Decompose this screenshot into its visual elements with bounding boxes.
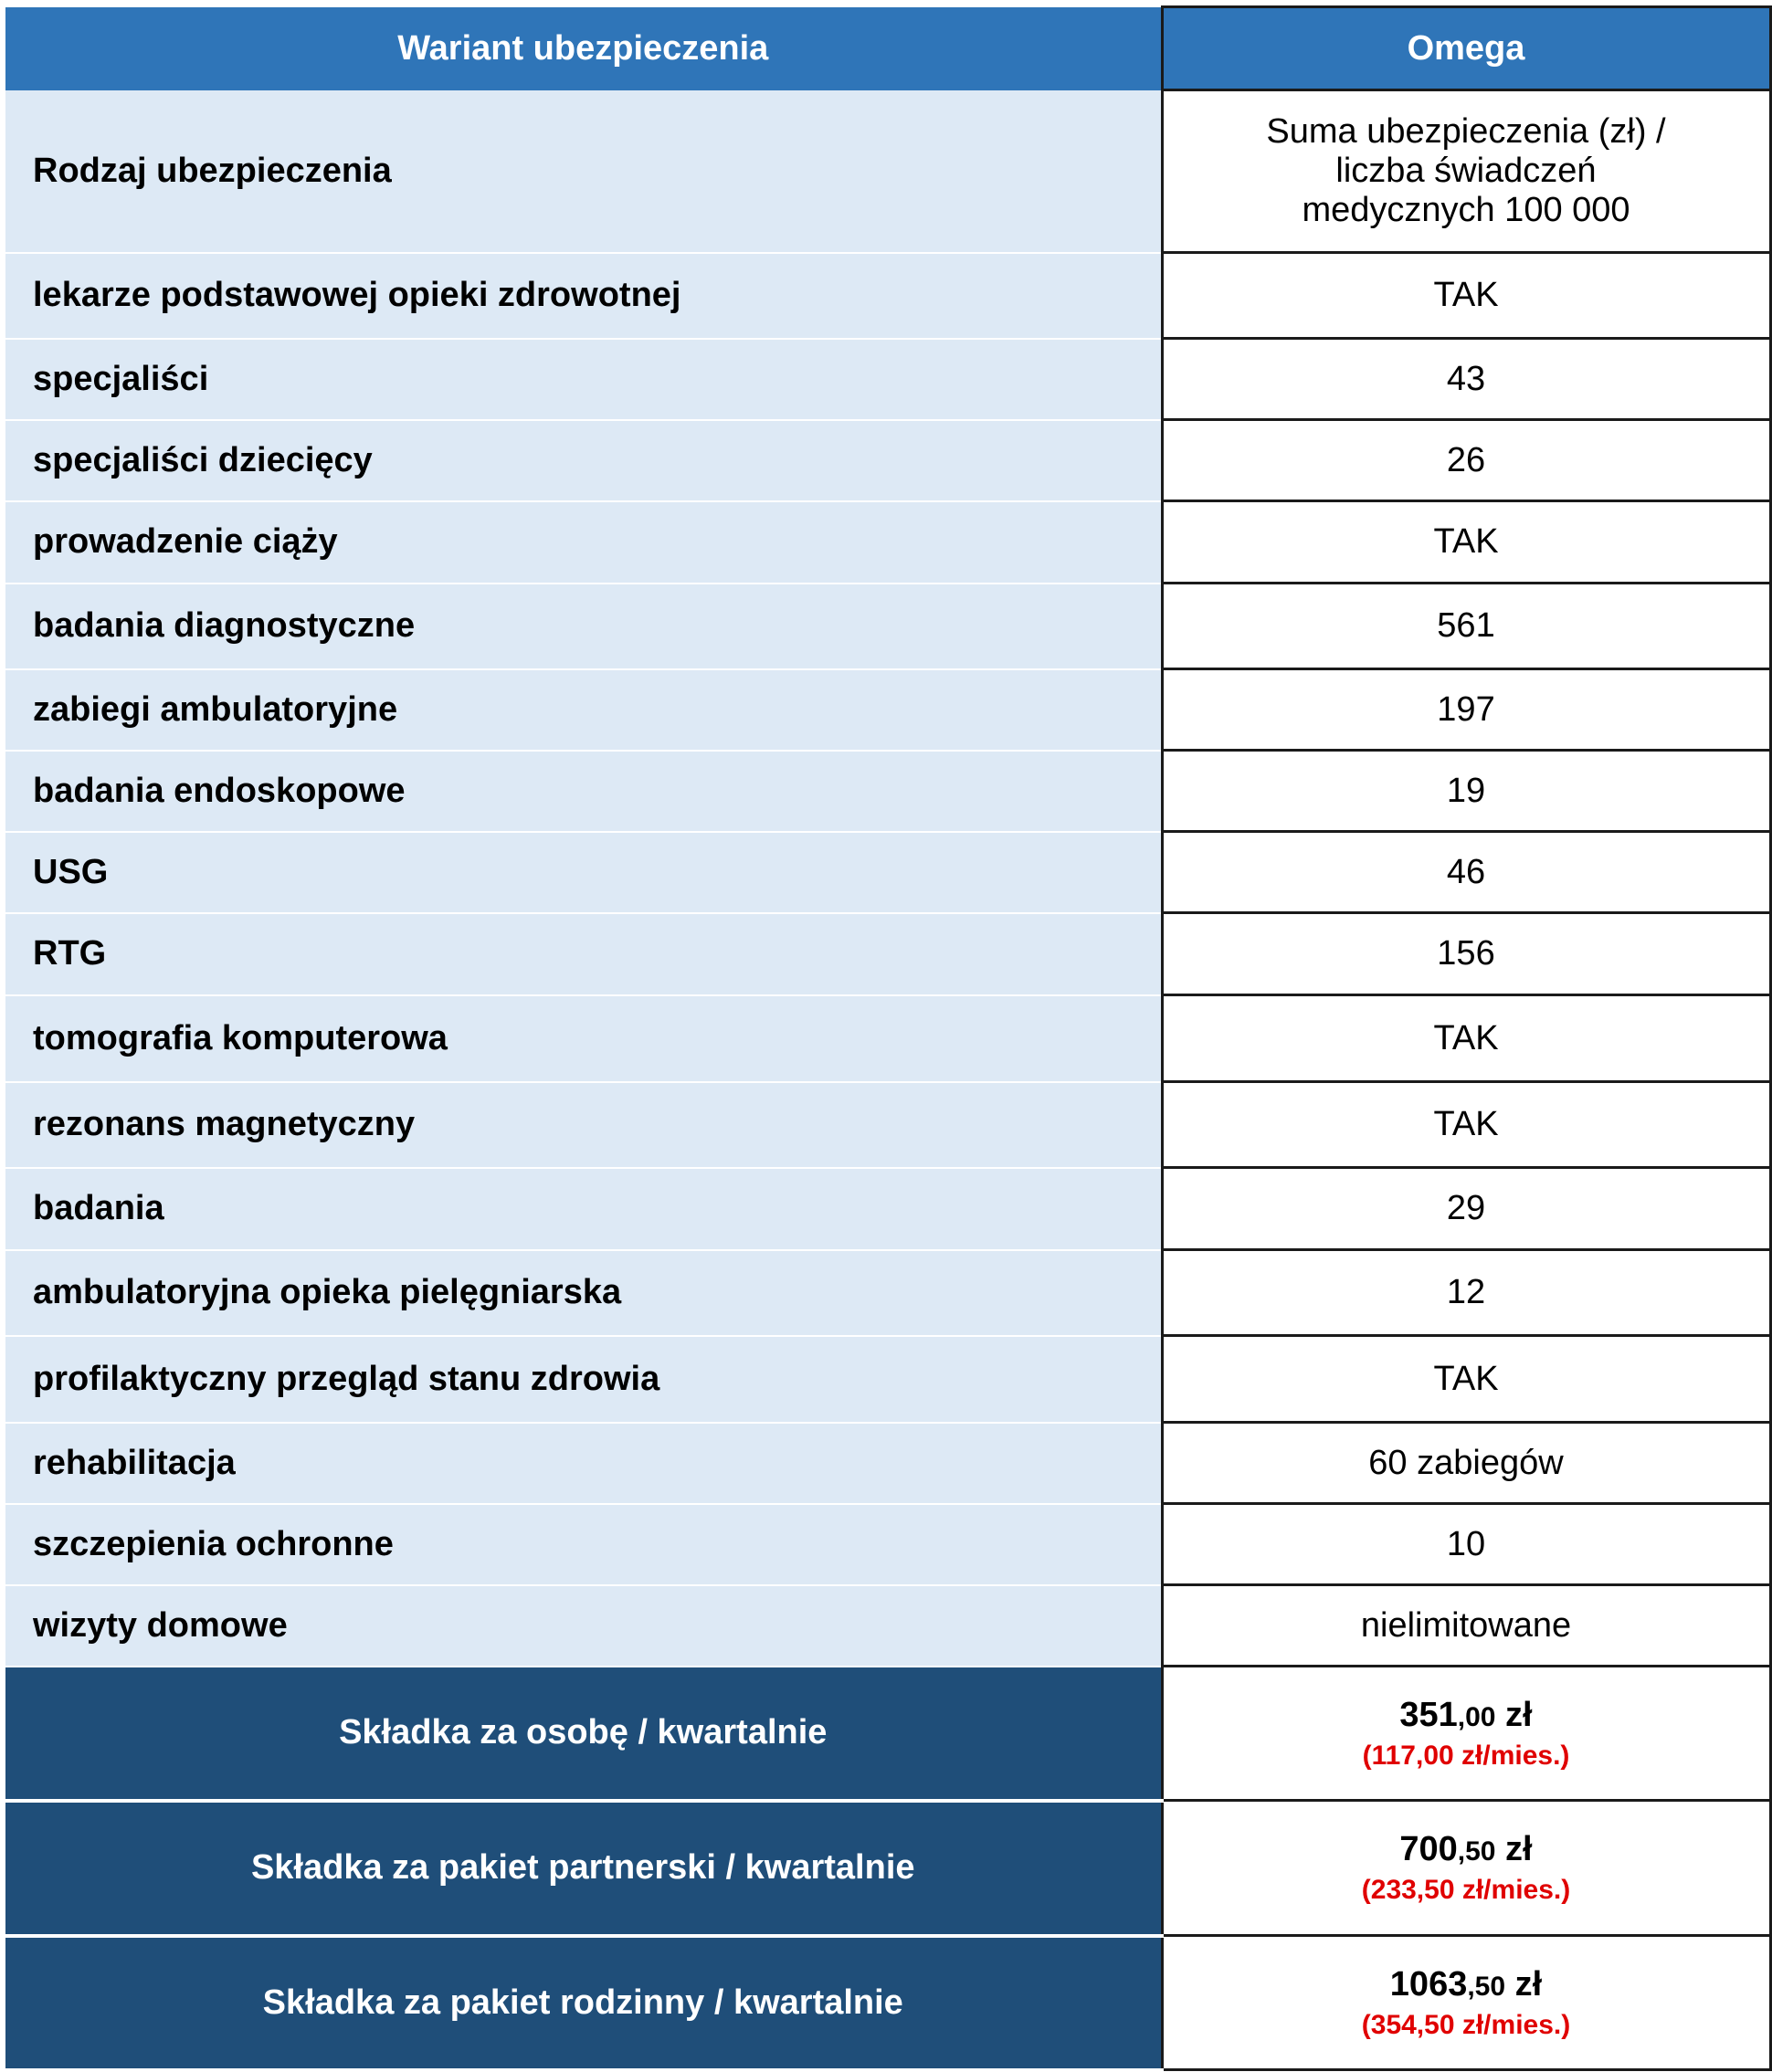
row-label: lekarze podstawowej opieki zdrowotnej: [5, 253, 1162, 339]
row-value: 46: [1162, 832, 1770, 913]
table-row: [5, 1082, 1770, 1168]
premium-monthly: (354,50 zł/mies.): [1361, 2009, 1571, 2040]
amount-currency: zł: [1495, 1695, 1533, 1734]
row-value: TAK: [1162, 1336, 1770, 1423]
premium-label: Składka za osobę / kwartalnie: [5, 1667, 1162, 1801]
row-value: nielimitowane: [1162, 1585, 1770, 1667]
row-label: prowadzenie ciąży: [5, 501, 1162, 584]
row-label: badania diagnostyczne: [5, 584, 1162, 669]
row-value: TAK: [1162, 995, 1770, 1082]
row-label: specjaliści dziecięcy: [5, 420, 1162, 501]
row-label: rehabilitacja: [5, 1423, 1162, 1504]
amount-decimal: ,50: [1467, 1971, 1506, 2002]
table-row: [5, 339, 1770, 420]
row-label: tomografia komputerowa: [5, 995, 1162, 1082]
row-label: USG: [5, 832, 1162, 913]
table-row: [5, 420, 1770, 501]
table-row: [5, 1250, 1770, 1336]
amount-decimal: ,50: [1457, 1836, 1496, 1867]
insurance-table: [5, 5, 1772, 2072]
row-value: 10: [1162, 1504, 1770, 1585]
amount-decimal: ,00: [1457, 1701, 1496, 1732]
amount-whole: 351: [1399, 1695, 1458, 1734]
table-row: [5, 995, 1770, 1082]
row-value: TAK: [1162, 253, 1770, 339]
row-value: 60 zabiegów: [1162, 1423, 1770, 1504]
amount-currency: zł: [1495, 1830, 1533, 1868]
premium-label: Składka za pakiet partnerski / kwartalnie: [5, 1801, 1162, 1936]
premium-monthly: (117,00 zł/mies.): [1362, 1740, 1570, 1771]
premium-value: [1162, 1667, 1770, 1801]
header-omega: Omega: [1162, 7, 1770, 90]
row-value: [1162, 90, 1770, 253]
row-value: 43: [1162, 339, 1770, 420]
table-row: [5, 90, 1770, 253]
premium-amount: [1164, 1696, 1769, 1735]
table-row: [5, 1504, 1770, 1585]
amount-whole: 1063: [1389, 1964, 1468, 2004]
table-row: [5, 832, 1770, 913]
value-line: Suma ubezpieczenia (zł) /: [1266, 112, 1666, 151]
table-row: [5, 501, 1770, 584]
table-row: [5, 1336, 1770, 1423]
row-value: TAK: [1162, 501, 1770, 584]
row-value: 19: [1162, 751, 1770, 832]
value-line: liczba świadczeń: [1335, 152, 1597, 190]
amount-whole: 700: [1399, 1830, 1458, 1868]
row-label: rezonans magnetyczny: [5, 1082, 1162, 1168]
table-row: [5, 1423, 1770, 1504]
row-label: badania endoskopowe: [5, 751, 1162, 832]
premium-label: Składka za pakiet rodzinny / kwartalnie: [5, 1936, 1162, 2070]
table-row: [5, 1168, 1770, 1250]
row-label: zabiegi ambulatoryjne: [5, 669, 1162, 751]
row-label: profilaktyczny przegląd stanu zdrowia: [5, 1336, 1162, 1423]
premium-monthly: (233,50 zł/mies.): [1361, 1875, 1571, 1905]
row-value: TAK: [1162, 1082, 1770, 1168]
table-row: [5, 669, 1770, 751]
row-value: 156: [1162, 913, 1770, 995]
premium-row: [5, 1667, 1770, 1801]
premium-row: [5, 1801, 1770, 1936]
row-value: 197: [1162, 669, 1770, 751]
row-label: ambulatoryjna opieka pielęgniarska: [5, 1250, 1162, 1336]
table-row: [5, 751, 1770, 832]
row-value: 26: [1162, 420, 1770, 501]
amount-currency: zł: [1505, 1964, 1543, 2004]
premium-row: [5, 1936, 1770, 2070]
table-row: [5, 913, 1770, 995]
header-variant: Wariant ubezpieczenia: [5, 7, 1162, 90]
row-label: szczepienia ochronne: [5, 1504, 1162, 1585]
row-label: Rodzaj ubezpieczenia: [5, 90, 1162, 253]
row-value: 29: [1162, 1168, 1770, 1250]
table-row: [5, 253, 1770, 339]
row-label: specjaliści: [5, 339, 1162, 420]
header-row: [5, 7, 1770, 90]
premium-value: [1162, 1936, 1770, 2070]
value-line: medycznych 100 000: [1302, 191, 1630, 229]
row-label: RTG: [5, 913, 1162, 995]
premium-value: [1162, 1801, 1770, 1936]
row-label: badania: [5, 1168, 1162, 1250]
premium-amount: [1164, 1830, 1769, 1869]
table-row: [5, 584, 1770, 669]
row-value: 12: [1162, 1250, 1770, 1336]
row-value: 561: [1162, 584, 1770, 669]
table-row: [5, 1585, 1770, 1667]
premium-amount: [1164, 1965, 1769, 2004]
row-label: wizyty domowe: [5, 1585, 1162, 1667]
